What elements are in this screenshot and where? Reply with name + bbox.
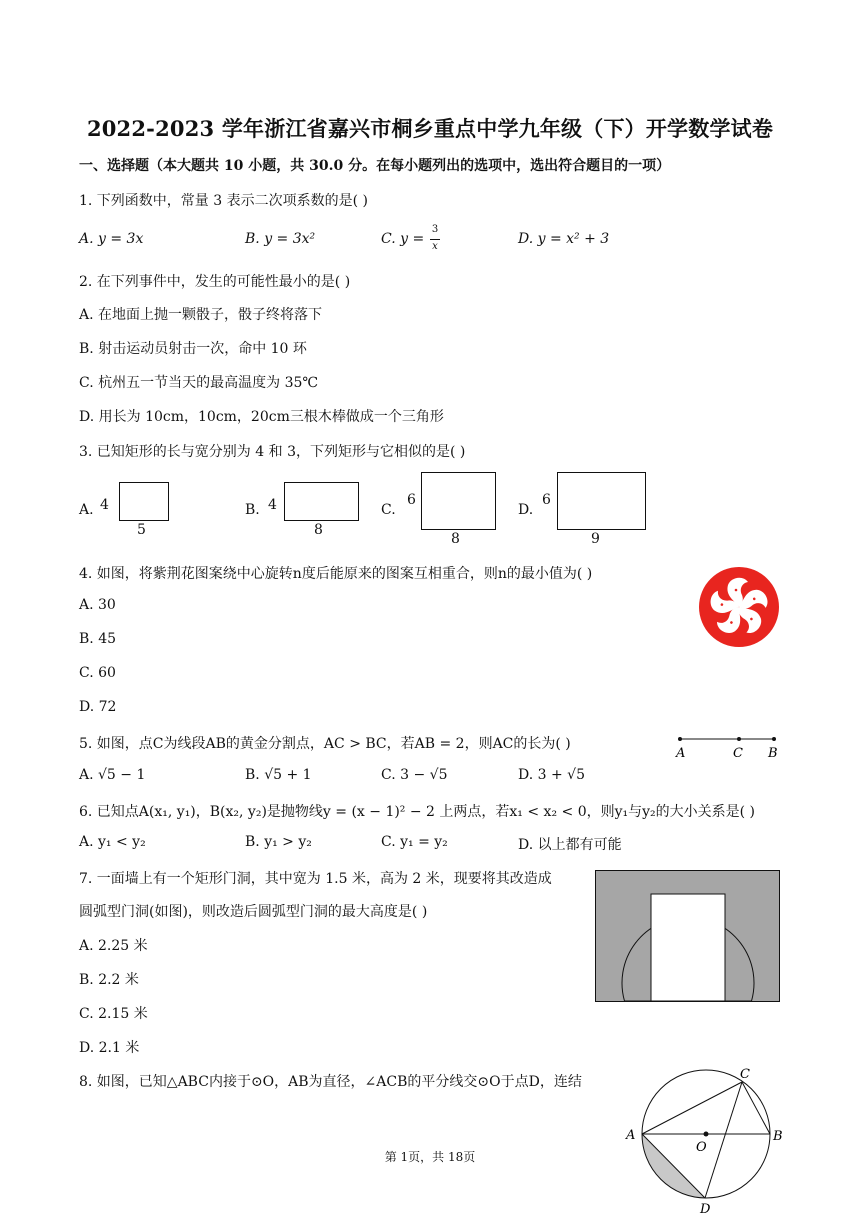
chord-cd <box>705 1082 742 1198</box>
q7-option-b: B. 2.2 米 <box>79 972 139 988</box>
label-d: D <box>700 1202 711 1216</box>
q5-stem: 5. 如图，点C为线段AB的黄金分割点，AC > BC，若AB = 2，则AC的长为( ) <box>79 736 571 752</box>
page-title: 2022-2023 学年浙江省嘉兴市桐乡重点中学九年级（下）开学数学试卷 <box>86 116 774 141</box>
q7-option-d: D. 2.1 米 <box>79 1040 140 1056</box>
q1-option-b: B. y = 3x² <box>245 231 316 247</box>
q1-option-c-prefix: C. y = <box>381 231 425 247</box>
doorway-figure <box>595 870 781 1004</box>
q8-stem: 8. 如图，已知△ABC内接于⊙O，AB为直径，∠ACB的平分线交⊙O于点D，连结 <box>79 1074 582 1090</box>
q3-rectangle-c <box>421 472 496 530</box>
q3-option-a-width: 5 <box>137 522 146 538</box>
q3-rectangle-a <box>119 482 169 521</box>
q7-option-c: C. 2.15 米 <box>79 1006 148 1022</box>
chord-ac <box>642 1082 742 1134</box>
section-heading: 一、选择题（本大题共 10 小题，共 30.0 分。在每小题列出的选项中，选出符合题目的一项） <box>79 158 671 174</box>
q5-option-c: C. 3 − √5 <box>381 767 448 783</box>
q3-option-b-width: 8 <box>314 522 323 538</box>
q5-option-b: B. √5 + 1 <box>245 767 312 783</box>
q1-option-d: D. y = x² + 3 <box>518 231 610 247</box>
q4-option-d: D. 72 <box>79 699 117 715</box>
door-rect <box>651 894 725 1001</box>
circle-figure <box>620 1066 790 1216</box>
q4-option-a: A. 30 <box>79 597 116 613</box>
q3-option-d-height: 6 <box>542 492 551 508</box>
chord-bc <box>742 1082 770 1134</box>
q3-option-d-width: 9 <box>591 531 600 547</box>
page-footer: 第 1页，共 18页 <box>384 1150 476 1164</box>
q7-option-a: A. 2.25 米 <box>79 938 148 954</box>
q3-option-b-letter: B. <box>245 502 260 518</box>
q6-option-a: A. y₁ < y₂ <box>79 834 146 850</box>
q1-option-c-numerator: 3 <box>431 224 439 235</box>
q7-stem-line-1: 7. 一面墙上有一个矩形门洞，其中宽为 1.5 米，高为 2 米，现要将其改造成 <box>79 871 552 887</box>
point-a <box>678 737 682 741</box>
q3-option-c-letter: C. <box>381 502 396 518</box>
q1-option-a: A. y = 3x <box>79 231 144 247</box>
q4-option-b: B. 45 <box>79 631 117 647</box>
q5-option-a: A. √5 − 1 <box>79 767 146 783</box>
q4-option-c: C. 60 <box>79 665 116 681</box>
point-c <box>737 737 741 741</box>
q3-option-a-letter: A. <box>79 502 94 518</box>
q2-option-c: C. 杭州五一节当天的最高温度为 35℃ <box>79 375 319 391</box>
golden-section-figure <box>668 730 788 762</box>
label-b: B <box>768 746 778 761</box>
q7-stem-line-2: 圆弧型门洞(如图)，则改造后圆弧型门洞的最大高度是( ) <box>79 904 428 920</box>
q3-stem: 3. 已知矩形的长与宽分别为 4 和 3，下列矩形与它相似的是( ) <box>79 444 466 460</box>
q3-option-c-width: 8 <box>451 531 460 547</box>
point-b <box>772 737 776 741</box>
q2-option-b: B. 射击运动员射击一次，命中 10 环 <box>79 341 307 357</box>
label-a: A <box>676 746 686 761</box>
q3-option-c-height: 6 <box>407 492 416 508</box>
q1-option-c-denominator: x <box>432 241 438 252</box>
bauhinia-flag-figure <box>698 566 780 648</box>
q6-option-b: B. y₁ > y₂ <box>245 834 312 850</box>
q5-option-d: D. 3 + √5 <box>518 767 585 783</box>
q3-option-a-height: 4 <box>100 497 109 513</box>
fraction-bar <box>430 239 440 240</box>
q6-stem: 6. 已知点A(x₁, y₁)，B(x₂, y₂)是抛物线y = (x − 1)² − 2 上两点，若x₁ < x₂ < 0，则y₁与y₂的大小关系是( ) <box>79 804 756 820</box>
q2-option-d: D. 用长为 10cm，10cm，20cm三根木棒做成一个三角形 <box>79 409 444 425</box>
label-o: O <box>696 1140 707 1155</box>
q3-option-d-letter: D. <box>518 502 534 518</box>
q6-option-d: D. 以上都有可能 <box>518 837 622 853</box>
label-c: C <box>740 1067 750 1082</box>
q2-stem: 2. 在下列事件中，发生的可能性最小的是( ) <box>79 274 351 290</box>
q3-rectangle-d <box>557 472 646 530</box>
label-a: A <box>626 1128 636 1143</box>
label-c: C <box>733 746 743 761</box>
q2-option-a: A. 在地面上抛一颗骰子，骰子终将落下 <box>79 307 323 323</box>
q3-rectangle-b <box>284 482 359 521</box>
q1-stem: 1. 下列函数中，常量 3 表示二次项系数的是( ) <box>79 193 368 209</box>
center-o <box>704 1132 709 1137</box>
q6-option-c: C. y₁ = y₂ <box>381 834 448 850</box>
q4-stem: 4. 如图，将紫荆花图案绕中心旋转n度后能原来的图案互相重合，则n的最小值为( ) <box>79 566 593 582</box>
label-b: B <box>773 1129 783 1144</box>
q3-option-b-height: 4 <box>268 497 277 513</box>
